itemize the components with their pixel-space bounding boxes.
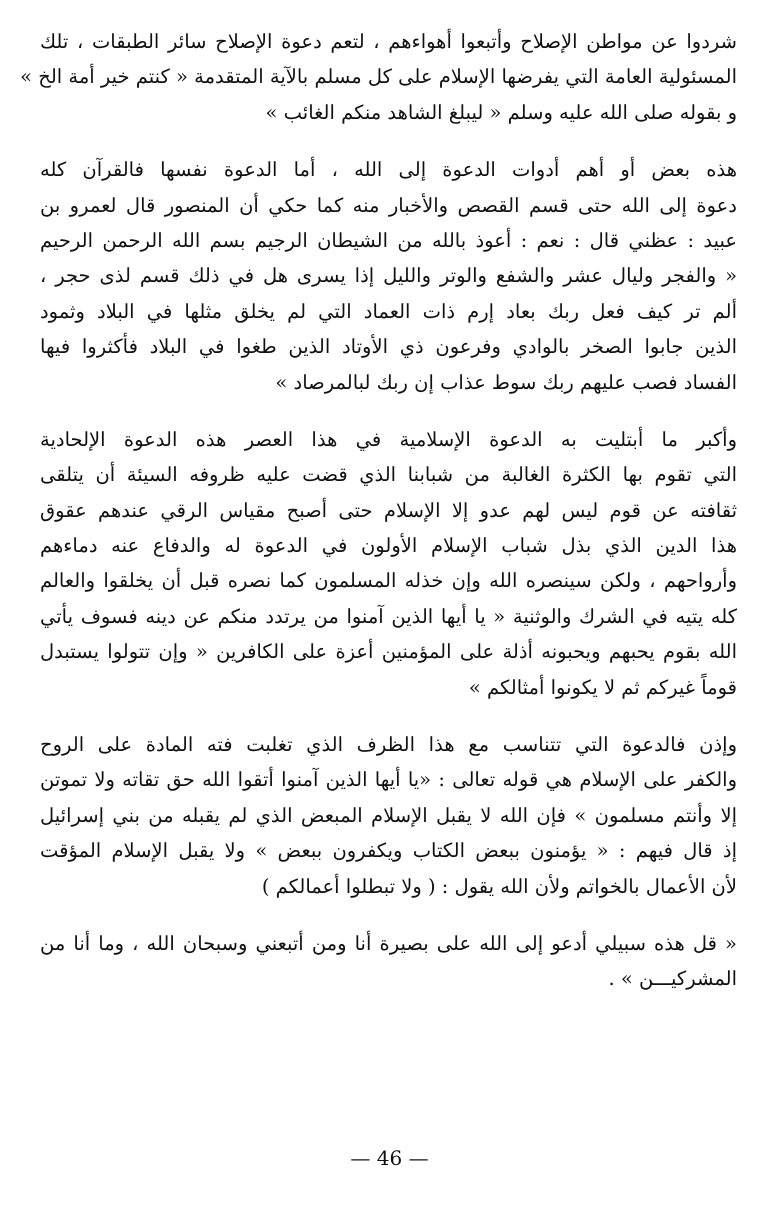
- text-line: عبيد : عظني قال : نعم : أعوذ بالله من الشيطان الرجيم بسم الله الرحمن الرحيم: [40, 228, 737, 252]
- paragraph-gap: [40, 400, 737, 422]
- text-line: المسئولية العامة التي يفرضها الإسلام على كل مسلم بالآية المتقدمة « كنتم خير أمة الخ »: [20, 65, 737, 89]
- text-line: الفساد فصب عليهم ربك سوط عذاب إن ربك لبالمرصاد »: [275, 370, 737, 394]
- paragraph: [40, 727, 737, 904]
- text-line: لأن الأعمال بالخواتم ولأن الله يقول : ( ولا تبطلوا أعمالكم ): [261, 874, 737, 898]
- text-line: وأرواحهم ، ولكن سينصره الله وإن خذله المسلمون كما نصره قبل أن يخلقوا والعالم: [40, 569, 737, 593]
- text-line: إذ قال فيهم : « يؤمنون ببعض الكتاب ويكفرون ببعض » ولا يقبل الإسلام المؤقت: [40, 839, 737, 863]
- page-number: — 46 —: [350, 1146, 429, 1170]
- text-line: المشركيـــن » .: [608, 967, 737, 991]
- text-line: التي تقوم بها الكثرة الغالبة من شبابنا الذي قضت عليه ظروفه السيئة أن يتلقى: [40, 463, 737, 487]
- paragraph: [40, 152, 737, 400]
- text-line: الله بقوم يحبهم ويحبونه أذلة على المؤمنين أعزة على الكافرين « وإن تتولوا يستبدل: [40, 640, 737, 664]
- paragraph-gap: [40, 130, 737, 152]
- text-line: والكفر على الإسلام هي قوله تعالى : «يا أيها الذين آمنوا أتقوا الله حق تقاته ولا تموتن: [40, 768, 737, 792]
- text-line: إلا وأنتم مسلمون » فإن الله لا يقبل الإسلام المبعض الذي لم يقبله من بني إسرائيل: [40, 803, 737, 827]
- text-line: قوماً غيركم ثم لا يكونوا أمثالكم »: [468, 675, 737, 699]
- text-line: وأكبر ما أبتليت به الدعوة الإسلامية في هذا العصر هذه الدعوة الإلحادية: [40, 427, 737, 451]
- text-line: هذه بعض أو أهم أدوات الدعوة إلى الله ، أما الدعوة نفسها فالقرآن كله: [40, 158, 737, 182]
- text-line: كله يتيه في الشرك والوثنية « يا أيها الذين آمنوا من يرتدد منكم عن دينه فسوف يأتي: [40, 604, 737, 628]
- text-line: « والفجر وليال عشر والشفع والوتر والليل إذا يسرى هل في ذلك قسم لذى حجر ،: [40, 264, 737, 288]
- text-line: و بقوله صلى الله عليه وسلم « ليبلغ الشاهد منكم الغائب »: [265, 100, 737, 124]
- text-line: هذا الدين الذي بذل شباب الإسلام الأولون في الدعوة له والدفاع عنه دماءهم: [40, 534, 737, 558]
- paragraph: [20, 24, 737, 130]
- text-line: ثقافته عن قوم ليس لهم عدو إلا الإسلام حتى أصبح مقياس الرقي عندهم عقوق: [40, 498, 737, 522]
- text-line: دعوة إلى الله حتى قسم القصص والأخبار منه كما حكي أن المنصور قال لعمرو بن: [40, 193, 737, 217]
- paragraph: [40, 926, 737, 997]
- paragraph: [40, 422, 737, 705]
- paragraph-gap: [40, 705, 737, 727]
- text-line: الذين جابوا الصخر بالوادي وفرعون ذي الأوتاد الذين طغوا في البلاد فأكثروا فيها: [40, 335, 737, 359]
- body-text: [20, 24, 737, 997]
- text-line: شردوا عن مواطن الإصلاح وأتبعوا أهواءهم ، لتعم دعوة الإصلاح سائر الطبقات ، تلك: [40, 30, 737, 53]
- text-line: « قل هذه سبيلي أدعو إلى الله على بصيرة أنا ومن أتبعني وسبحان الله ، وما أنا من: [40, 931, 737, 955]
- text-line: ألم تر كيف فعل ربك بعاد إرم ذات العماد التي لم يخلق مثلها في البلاد وثمود: [40, 299, 737, 323]
- text-line: وإذن فالدعوة التي تتناسب مع هذا الظرف الذي تغلبت فته المادة على الروح: [40, 733, 737, 757]
- paragraph-gap: [40, 904, 737, 926]
